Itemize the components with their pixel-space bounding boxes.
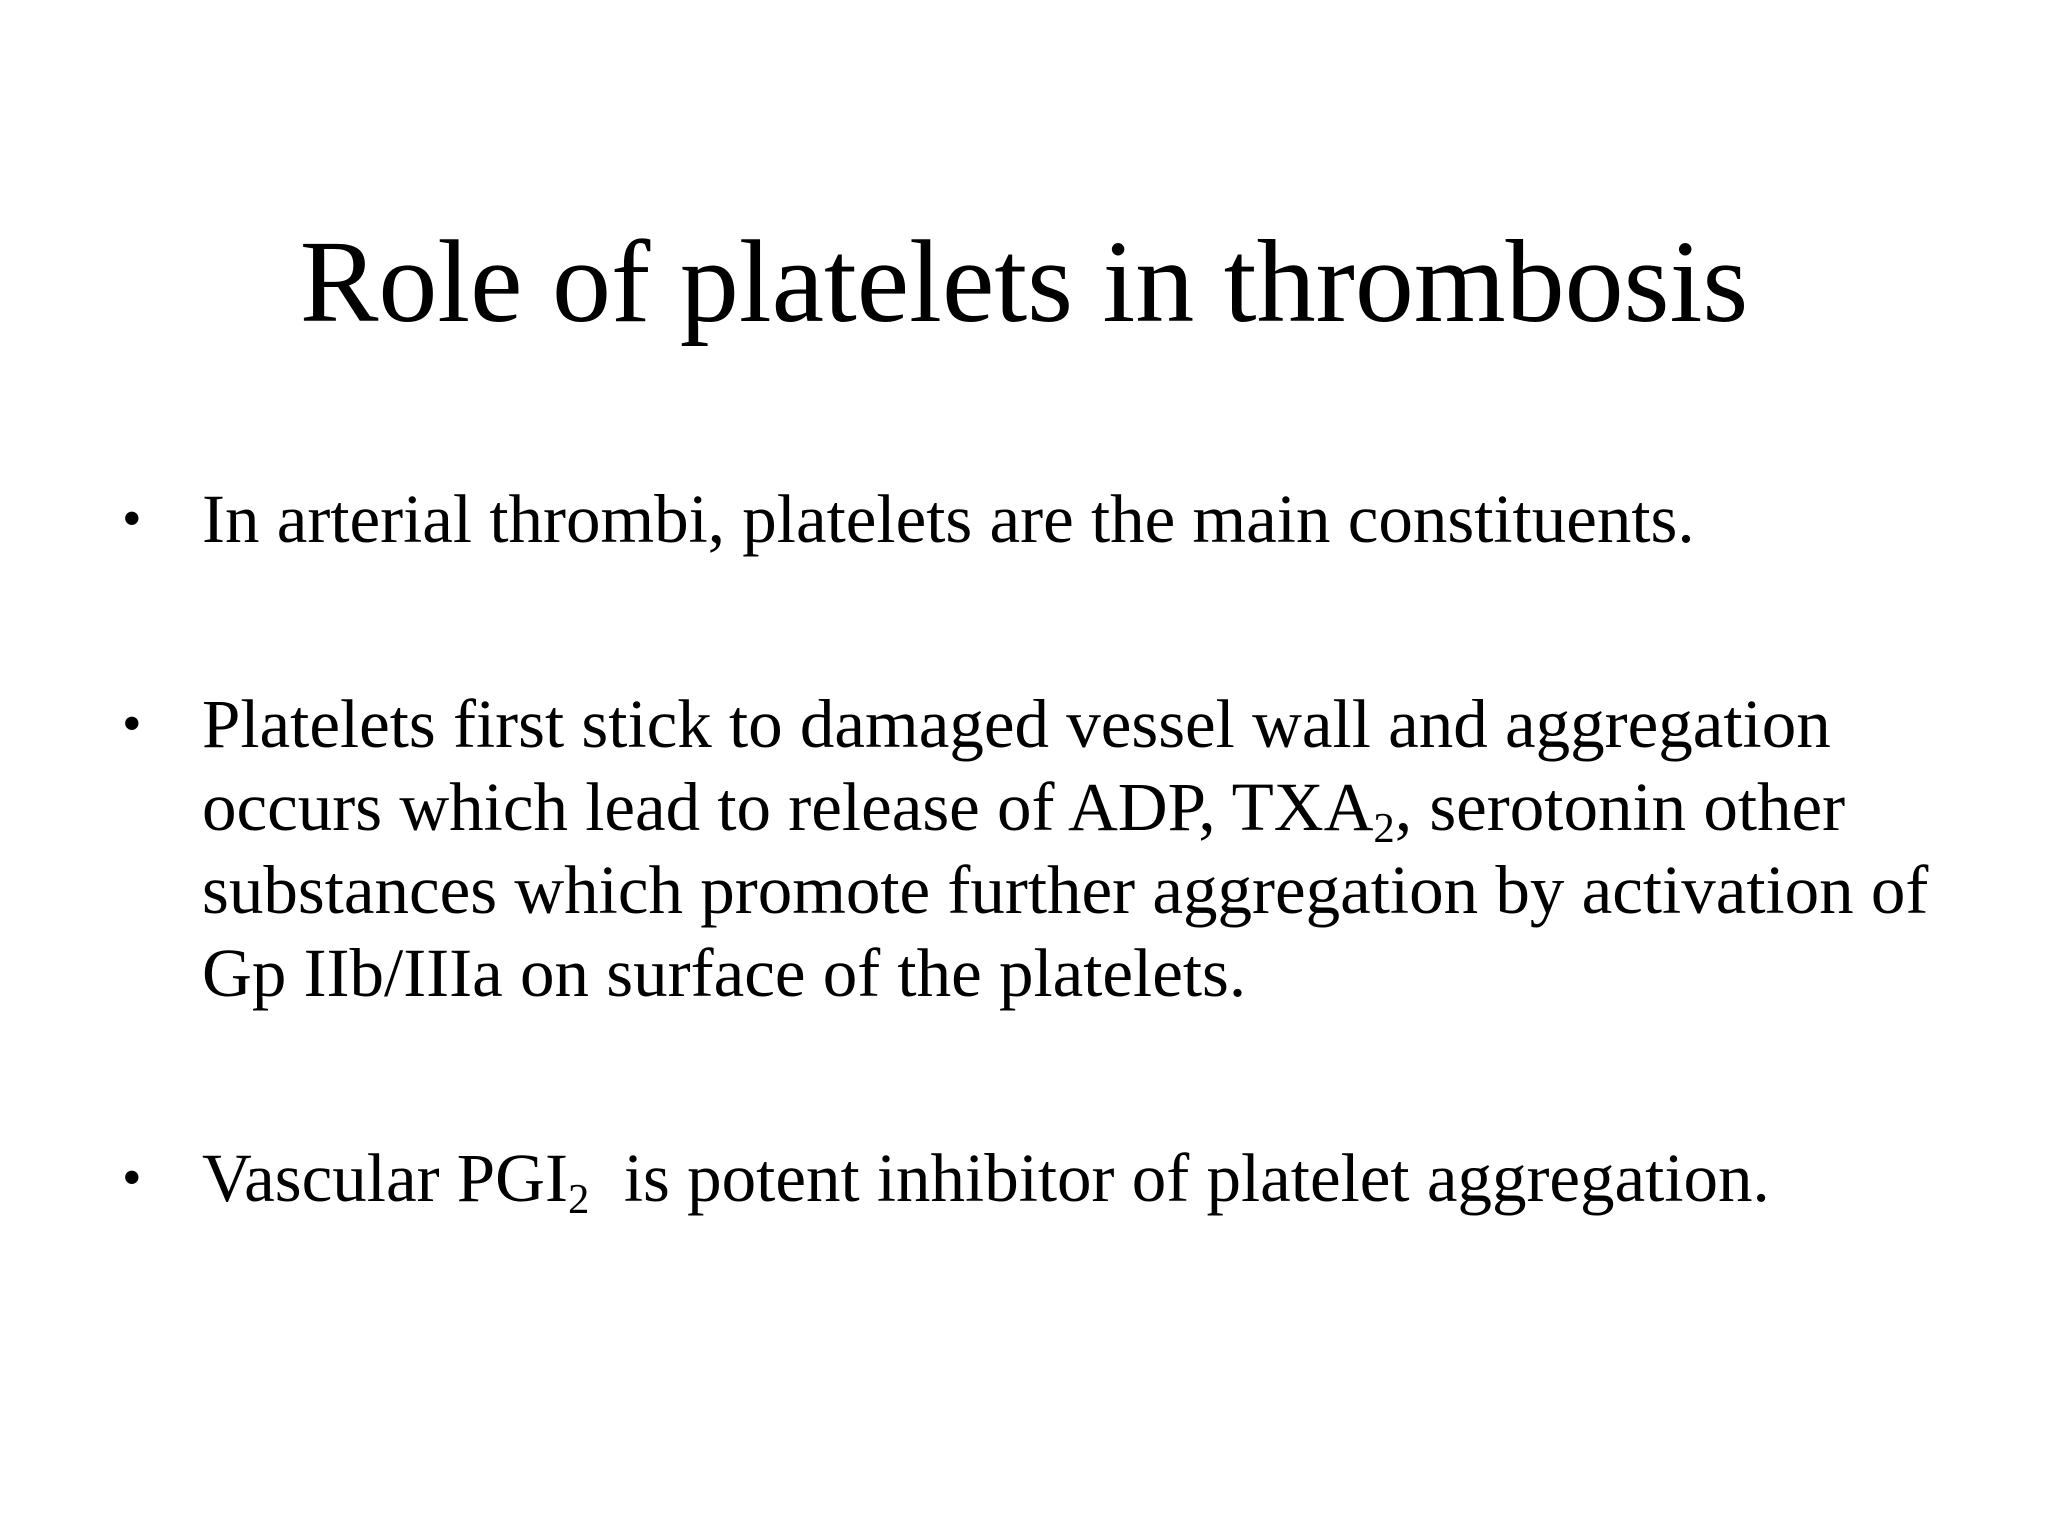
- bullet-icon: •: [122, 488, 142, 550]
- bullet-text-a: Vascular PGI: [202, 1140, 568, 1216]
- bullet-icon: •: [122, 693, 142, 755]
- bullet-icon: •: [122, 1147, 142, 1209]
- bullet-text: In arterial thrombi, platelets are the main constituents.: [202, 481, 1695, 557]
- bullet-text-b: is potent inhibitor of platelet aggregation.: [589, 1140, 1770, 1216]
- bullet-item-platelet-aggregation: [122, 683, 1952, 1015]
- bullet-line-3: substances which promote further aggregation by activation of: [202, 852, 1929, 928]
- bullet-line-1: Platelets first stick to damaged vessel wall and aggregation: [202, 686, 1831, 762]
- slide-title: Role of platelets in thrombosis: [299, 216, 1749, 348]
- bullet-text: [202, 1137, 1952, 1223]
- pgi-subscript: 2: [568, 1175, 590, 1223]
- bullet-list: [122, 478, 1952, 1223]
- bullet-line-2: [202, 766, 1952, 852]
- bullet-line-4: Gp IIb/IIIa on surface of the platelets.: [202, 935, 1247, 1011]
- bullet-item-vascular-pgi2: [122, 1137, 1952, 1223]
- bullet-item-arterial-thrombi: [122, 478, 1952, 561]
- txa-subscript: 2: [1373, 804, 1395, 852]
- bullet-line-2-text-b: , serotonin other: [1394, 769, 1846, 845]
- bullet-line-2-text-a: occurs which lead to release of ADP, TXA: [202, 769, 1374, 845]
